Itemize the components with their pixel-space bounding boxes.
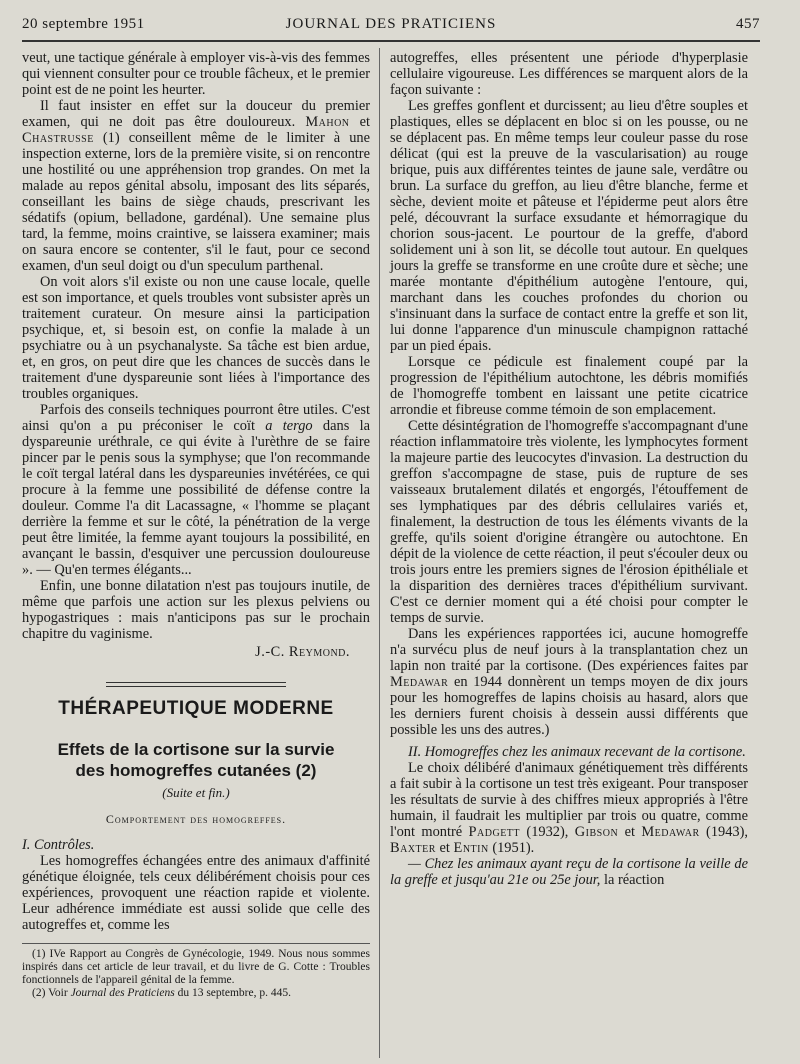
- text-run: Parfois des conseils techniques pourront être utiles. C'est ainsi qu'on a pu préconiser le coït: [22, 402, 370, 434]
- paragraph: [22, 98, 370, 274]
- journal-reference: Journal des Praticiens: [70, 987, 175, 999]
- paragraph: Enfin, une bonne dilatation n'est pas toujours inutile, de même que parfois une action sur les plexus pelviens ou hypogastriques : mais n'anticipons pas sur le prochain chapitre du vaginisme.: [22, 578, 370, 642]
- text-run: et: [618, 824, 642, 840]
- latin-term: a tergo: [265, 418, 313, 434]
- section-title: THÉRAPEUTIQUE MODERNE: [58, 698, 334, 719]
- paragraph: Les greffes gonflent et durcissent; au lieu d'être souples et plastiques, elles se déplacent en bloc si on les pousse, ou ne se déplacent pas. En même temps leur couleur passe du rose délicat (qui est la preuve de la vascularisation) au rouge brique, puis aux différentes teintes de jaune sale, verdâtre ou brun. La surface du greffon, au lieu d'être blanche, ferme et sèche, devient moite et pâteuse et l'épiderme peut alors être pelé, découvrant la surface exsudante et hémorragique du chorion sous-jacent. Le pourtour de la greffe, d'abord solidement uni à son lit, se décolle tout autour. En quelques jours la greffe se transforme en une croûte dure et sèche; une marée montante d'épithélium autogène l'entoure, qui, marchant dans les couches profondes du chorion ou s'insinuant dans la surface de contact entre la greffe et son lit, lui donne l'apparence d'un minuscule champignon rattaché par un pied épais.: [390, 98, 748, 354]
- text-run: Il faut insister en effet sur la douceur du premier examen, qui ne doit pas être douloureux.: [22, 98, 370, 130]
- text-run: (1943),: [699, 824, 748, 840]
- author-name: Entin: [453, 840, 489, 856]
- text-run: en 1944 donnèrent un temps moyen de dix jours pour les homogreffes de lapins choisis au hasard, alors que les derniers furent choisis à dessein aussi différents que possible les uns des autres.): [390, 674, 748, 738]
- article-title-line-1: Effets de la cortisone sur la survie: [57, 740, 335, 759]
- subsection-heading: [390, 744, 748, 760]
- paragraph: autogreffes, elles présentent une période d'hyperplasie cellulaire vigoureuse. Les différences se marquent alors de la façon suivante :: [390, 50, 748, 98]
- subsection-heading: [22, 837, 370, 853]
- section-ornament: [106, 682, 286, 687]
- text-run: Le choix délibéré d'animaux génétiquement très différents a fait subir à la cortisone un test très exigeant. Pour transposer les résultats de survie à des chiffres mieux appropriés à l'être humain, il faudrait les multiplier par trois ou quatre, comme l'ont montré: [390, 760, 748, 840]
- author-name: Padgett: [468, 824, 521, 840]
- page-header: [22, 16, 760, 40]
- author-name: Gibson: [574, 824, 619, 840]
- subsection-heading-text: I. Contrôles.: [22, 837, 95, 853]
- paragraph: [390, 856, 748, 888]
- paragraph: veut, une tactique générale à employer vis-à-vis des femmes qui viennent consulter pour ce trouble fâcheux, et le premier point est de ne point les heurter.: [22, 50, 370, 98]
- footnote-2: [22, 987, 370, 1000]
- right-column: [390, 50, 748, 888]
- text-run: la réaction: [600, 872, 665, 888]
- text-run: et: [349, 114, 371, 130]
- italic-run: — Chez les animaux ayant reçu de la cortisone la veille de la greffe et jusqu'au 21e ou 25e jour,: [390, 856, 748, 888]
- header-journal-title: JOURNAL DES PRATICIENS: [285, 16, 497, 32]
- author-name: Chastrusse: [22, 130, 94, 146]
- text-run: et: [435, 840, 454, 856]
- text-run: Dans les expériences rapportées ici, aucune homogreffe n'a survécu plus de neuf jours à la transplantation chez un lapin non traité par la cortisone. (Des expériences faites par: [390, 626, 748, 674]
- paragraph: Cette désintégration de l'homogreffe s'accompagnant d'une réaction inflammatoire très violente, les lymphocytes forment la majeure partie des leucocytes d'invasion. La destruction du greffon s'accompagne de stase, puis de rupture de ses vaisseaux brutalement dilatés et engorgés, l'étouffement de ses lymphatiques par des débris cellulaires variés et, finalement, la destruction de tous les éléments vivants de la greffe, qu'ils soient d'origine étrangère ou autochtone. En dépit de la violence de cette réaction, il peut s'écouler deux ou trois jours entre les premiers signes de l'érosion épithéliale et la disparition des dernières traces d'épithélium survivant. C'est ce dernier moment qui a été choisi pour compter le temps de survie.: [390, 418, 748, 626]
- paragraph: Les homogreffes échangées entre des animaux d'affinité génétique éloignée, tels ceux délibérément choisis pour ces expériences, provoquent une réaction rapide et violente. Leur adhérence immédiate est aussi solide que celle des autogreffes et, comme les: [22, 853, 370, 933]
- text-run: dans la dyspareunie uréthrale, ce qui évite à l'urèthre de se faire pincer par le penis sous la symphyse; que l'on recommande le coït tergal latéral dans les dyspareunies invétérées, ce qui procure à la femme une possibilité de défense contre la douleur. Comme l'a dit Lacassagne, « l'homme se plaçant derrière la femme et sur le côté, la pénétration de la verge peut être limitée, la femme ayant toujours la possibilité, en avançant le bassin, d'esquiver une percussion douloureuse ». — Qu'en termes élégants...: [22, 418, 370, 578]
- article-title-line-2: des homogreffes cutanées (2): [75, 761, 317, 780]
- article-continuation: (Suite et fin.): [162, 785, 230, 800]
- column-divider: [379, 48, 380, 1058]
- paragraph: On voit alors s'il existe ou non une cause locale, quelle est son importance, et quels troubles vont subsister après un traitement curateur. On mesure ainsi la participation psychique, et, si besoin est, on confie la malade à un psychiatre ou à un psychanalyste. Sa tâche est bien ardue, et, en gros, on peut dire que les chances de succès dans le traitement d'une dyspareunie sont liées à l'importance des troubles organiques.: [22, 274, 370, 402]
- footnotes: [22, 943, 370, 1000]
- text-run: (1) conseillent même de le limiter à une inspection externe, lors de la première visite, si on rencontre une hostilité ou une appréhension trop grandes. On met la malade au repos génital absolu, imposant des lits séparés, conseillant les bains de siège chauds, prescrivant les sédatifs (opium, belladone, gardénal). Une semaine plus tard, la femme, moins craintive, se laissera examiner; mais on saura encore se contenter, s'il le faut, pour ce second examen, d'un seul doigt ou d'un speculum parthenal.: [22, 130, 370, 274]
- text-run: du 13 septembre, p. 445.: [174, 987, 291, 999]
- paragraph: Lorsque ce pédicule est finalement coupé par la progression de l'épithélium autochtone, les débris momifiés de l'homogreffe tombent en laissant une petite cicatrice arrondie et fibreuse comme témoin de son emplacement.: [390, 354, 748, 418]
- text-run: (1932),: [520, 824, 575, 840]
- text-run: (1951).: [488, 840, 535, 856]
- author-name: Medawar: [390, 674, 449, 690]
- author-name: Mahon: [305, 114, 350, 130]
- header-page-number: 457: [736, 16, 760, 32]
- subheading: Comportement des homogreffes.: [105, 812, 287, 826]
- header-date: 20 septembre 1951: [22, 16, 145, 32]
- footnote-1: (1) IVe Rapport au Congrès de Gynécologie, 1949. Nous nous sommes inspirés dans cet article de leur travail, et du livre de G. Cotte : Troubles fonctionnels de l'appareil génital de la femme.: [22, 948, 370, 986]
- author-name: Medawar: [641, 824, 700, 840]
- paragraph: [22, 402, 370, 578]
- header-rule: [22, 40, 760, 42]
- paragraph: [390, 760, 748, 856]
- left-column: [22, 50, 370, 1000]
- text-run: (2) Voir: [32, 987, 71, 999]
- paragraph: [390, 626, 748, 738]
- author-name: Baxter: [390, 840, 436, 856]
- signature: J.-C. Reymond.: [255, 644, 350, 660]
- subsection-heading-text: II. Homogreffes chez les animaux recevant de la cortisone.: [408, 744, 746, 760]
